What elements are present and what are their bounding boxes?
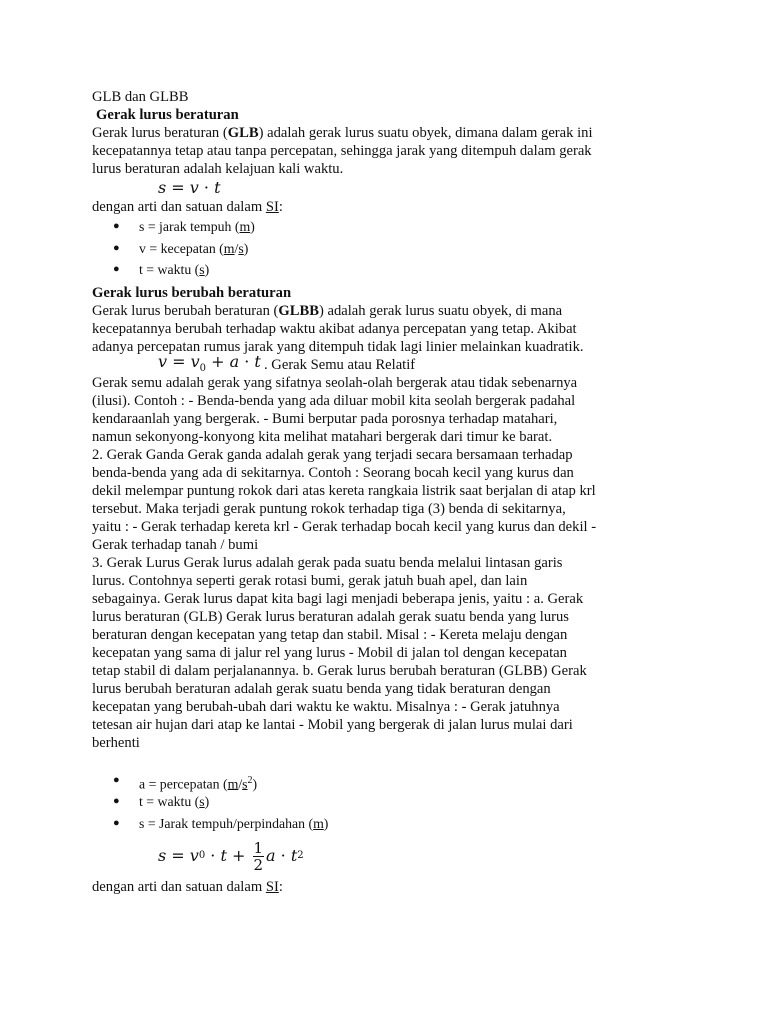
glb-intro-line2: kecepatannya tetap atau tanpa percepatan, sehingga jarak yang ditempuh dalam gerak xyxy=(92,143,592,159)
si-colon: : xyxy=(278,879,283,895)
list-item xyxy=(92,216,682,238)
body-line: Gerak semu adalah gerak yang sifatnya seolah-olah bergerak atau tidak sebenarnya xyxy=(92,374,578,391)
glbb-heading: Gerak lurus berubah beraturan xyxy=(92,284,292,301)
item-text: / xyxy=(238,776,243,792)
superscript: 2 xyxy=(247,774,253,786)
item-text: ) xyxy=(204,262,210,277)
glbb-intro-text: ) adalah gerak lurus suatu obyek, di mana xyxy=(318,302,563,319)
glb-formula xyxy=(92,178,682,198)
bullet-icon: ● xyxy=(113,220,120,232)
item-text: ) xyxy=(204,794,210,809)
glbb-intro-line3: adanya percepatan rumus jarak yang ditempuh tidak lagi linier melainkan kuadratik. xyxy=(92,338,584,355)
body-line: kendaraanlah yang bergerak. - Bumi berputar pada porosnya terhadap matahari, xyxy=(92,410,558,427)
glbb-abbr: GLBB xyxy=(278,302,319,319)
item-text: ) xyxy=(243,240,249,256)
item-text: ) xyxy=(250,219,255,234)
body-line: yaitu : - Gerak terhadap kereta krl - Gerak terhadap bocah kecil yang kurus dan dekil - xyxy=(92,518,597,535)
body-line: tetesan air hujan dari atap ke lantai - Mobil yang bergerak di jalan lurus mulai dari xyxy=(92,716,573,733)
unit-link[interactable]: s xyxy=(242,776,248,792)
unit-link[interactable]: m xyxy=(239,219,251,234)
body-line: lurus berubah beraturan adalah gerak suatu benda yang tidak beraturan dengan xyxy=(92,680,551,697)
glb-intro-text: Gerak lurus beraturan ( xyxy=(92,125,228,141)
item-text: a = percepatan ( xyxy=(139,776,228,792)
unit-link[interactable]: s xyxy=(238,240,244,256)
gerak-semu-heading: . Gerak Semu atau Relatif xyxy=(264,356,416,373)
glbb-velocity-formula xyxy=(92,351,682,374)
glb-abbr: GLB xyxy=(227,125,259,141)
body-line: namun sekonyong-konyong kita melihat matahari bergerak dari timur ke barat. xyxy=(92,428,553,445)
item-text: v = kecepatan ( xyxy=(139,240,224,256)
si-text: dengan arti dan satuan dalam xyxy=(92,199,266,215)
si-link[interactable]: SI xyxy=(265,879,279,895)
body-line: tersebut. Maka terjadi gerak puntung rokok terhadap tiga (3) benda di sekitarnya, xyxy=(92,500,566,517)
body-line: berhenti xyxy=(92,734,140,751)
glbb-distance-formula xyxy=(92,834,682,878)
unit-link[interactable]: m xyxy=(313,815,324,831)
body-line: lurus. Contohnya seperti gerak rotasi bumi, gerak jatuh buah apel, dan lain xyxy=(92,572,528,589)
item-text: / xyxy=(234,240,239,256)
body-line: tetap stabil di dalam perjalanannya. b. Gerak lurus berubah beraturan (GLBB) Gerak xyxy=(92,662,587,679)
list-item xyxy=(92,791,682,813)
body-line: kecepatan yang sama di jalur rel yang lurus - Mobil di jalan tol dengan kecepatan xyxy=(92,644,567,661)
item-text: ) xyxy=(252,776,258,792)
unit-link[interactable]: m xyxy=(227,776,239,792)
bullet-icon: ● xyxy=(113,816,120,829)
glb-formula-math: s = v · t xyxy=(158,178,221,197)
body-line: lurus beraturan (GLB) Gerak lurus beraturan adalah gerak suatu benda yang lurus xyxy=(92,608,569,625)
list-item xyxy=(92,259,682,281)
item-text: t = waktu ( xyxy=(139,262,200,277)
body-line: 2. Gerak Ganda Gerak ganda adalah gerak yang terjadi secara bersamaan terhadap xyxy=(92,446,573,463)
body-line: 3. Gerak Lurus Gerak lurus adalah gerak pada suatu benda melalui lintasan garis xyxy=(92,554,563,571)
si-colon: : xyxy=(278,199,283,215)
item-text: s = jarak tempuh ( xyxy=(139,219,240,234)
spacer xyxy=(92,752,682,770)
si-text: dengan arti dan satuan dalam xyxy=(92,879,266,895)
body-line: Gerak terhadap tanah / bumi xyxy=(92,536,259,553)
list-item xyxy=(92,770,682,792)
body-line: (ilusi). Contoh : - Benda-benda yang ada diluar mobil kita seolah bergerak padahal xyxy=(92,392,576,409)
footer-si-line xyxy=(92,878,682,896)
glb-heading: Gerak lurus beraturan xyxy=(96,107,239,123)
bullet-icon: ● xyxy=(113,241,120,254)
unit-link[interactable]: m xyxy=(223,240,235,256)
body-line: beraturan dengan kecepatan yang tetap dan stabil. Misal : - Kereta melaju dengan xyxy=(92,626,568,643)
glbb-intro-line1 xyxy=(92,302,682,320)
item-text: ) xyxy=(323,815,329,831)
distance-formula-math: s = v 0 · t + $\frac{1}{2}$ a · t 2 xyxy=(158,838,304,874)
bullet-icon: ● xyxy=(113,263,120,275)
glb-intro-line3: lurus beraturan adalah kelajuan kali waktu. xyxy=(92,161,344,177)
item-text: t = waktu ( xyxy=(139,794,200,809)
glb-intro-line1 xyxy=(92,124,682,142)
si-link[interactable]: SI xyxy=(265,199,279,215)
velocity-formula-math: $v = v_0 + a \cdot t$ xyxy=(158,351,261,374)
glbb-intro-text: Gerak lurus berubah beraturan ( xyxy=(92,302,279,319)
glbb-intro-line2: kecepatannya berubah terhadap waktu akibat adanya percepatan yang tetap. Akibat xyxy=(92,320,577,337)
document-page xyxy=(92,88,682,896)
list-item xyxy=(92,238,682,260)
glb-intro-text: ) adalah gerak lurus suatu obyek, dimana dalam gerak ini xyxy=(258,125,593,141)
body-line: dekil melempar puntung rokok dari atas kereta rangkaia listrik saat berjalan di atap krl xyxy=(92,482,596,499)
unit-link[interactable]: s xyxy=(199,794,205,809)
body-line: kecepatan yang berubah-ubah dari waktu ke waktu. Misalnya : - Gerak jatuhnya xyxy=(92,698,560,715)
body-line: sebagainya. Gerak lurus dapat kita bagi lagi menjadi beberapa jenis, yaitu : a. Gerak xyxy=(92,590,584,607)
page-title: GLB dan GLBB xyxy=(92,89,189,105)
bullet-icon: ● xyxy=(113,773,120,786)
glb-si-line xyxy=(92,198,682,216)
bullet-icon: ● xyxy=(113,795,120,807)
unit-link[interactable]: s xyxy=(199,262,205,277)
list-item xyxy=(92,813,682,835)
item-text: s = Jarak tempuh/perpindahan ( xyxy=(139,815,314,831)
body-line: benda-benda yang ada di sekitarnya. Contoh : Seorang bocah kecil yang kurus dan xyxy=(92,464,574,481)
